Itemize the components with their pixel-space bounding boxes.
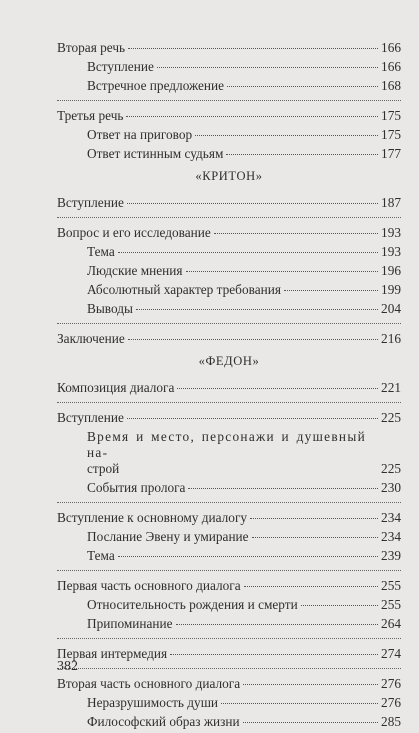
toc-subentry xyxy=(57,429,401,477)
toc-entry-title: Выводы xyxy=(87,301,133,316)
toc-entry xyxy=(57,510,401,526)
toc-entry xyxy=(57,108,401,124)
dotted-separator xyxy=(57,668,401,669)
toc-entry-title: Вступление к основному диалогу xyxy=(57,510,248,525)
dot-leader xyxy=(252,537,378,538)
toc-entry-page: 175 xyxy=(381,108,401,123)
dot-leader xyxy=(177,388,378,389)
toc-entry-title: Ответ на приговор xyxy=(87,127,193,142)
toc-subentry xyxy=(57,529,401,545)
table-of-contents xyxy=(57,40,401,733)
toc-entry-title: Философский образ жизни xyxy=(87,714,240,729)
toc-entry-title: Абсолютный характер требования xyxy=(87,282,281,297)
toc-entry xyxy=(57,195,401,211)
toc-entry-page: 175 xyxy=(381,127,401,142)
toc-entry-page: 234 xyxy=(381,529,401,544)
toc-entry-title: Людские мнения xyxy=(87,263,183,278)
toc-subentry xyxy=(57,263,401,279)
toc-subentry xyxy=(57,282,401,298)
toc-entry-title: Неразрушимость души xyxy=(87,695,219,710)
toc-entry-title: Третья речь xyxy=(57,108,124,123)
toc-entry-page: 166 xyxy=(381,59,401,74)
toc-entry-title: Тема xyxy=(87,548,115,563)
dotted-separator xyxy=(57,323,401,324)
toc-entry-page: 239 xyxy=(381,548,401,563)
dot-leader xyxy=(128,339,378,340)
toc-entry-title: Послание Эвену и умирание xyxy=(87,529,249,544)
toc-entry-page: 230 xyxy=(381,480,401,495)
toc-subentry xyxy=(57,548,401,564)
toc-subentry xyxy=(57,127,401,143)
toc-entry-title: Вторая речь xyxy=(57,40,126,55)
toc-entry-page: 285 xyxy=(381,714,401,729)
toc-entry xyxy=(57,225,401,241)
toc-entry xyxy=(57,331,401,347)
dot-leader xyxy=(301,605,378,606)
dotted-separator xyxy=(57,100,401,101)
toc-entry-title: Встречное предложение xyxy=(87,78,225,93)
dotted-separator xyxy=(57,217,401,218)
dot-leader xyxy=(186,271,379,272)
dot-leader xyxy=(227,86,378,87)
toc-entry xyxy=(57,380,401,396)
toc-entry-page: 199 xyxy=(381,282,401,297)
dot-leader xyxy=(214,233,378,234)
toc-entry-title: Заключение xyxy=(57,331,125,346)
dot-leader xyxy=(221,703,378,704)
toc-entry-page: 166 xyxy=(381,40,401,55)
toc-entry-title-line1: Время и место, персонажи и душевный на- xyxy=(87,429,366,460)
toc-entry-page: 177 xyxy=(381,146,401,161)
dot-leader xyxy=(250,518,378,519)
toc-entry-page: 204 xyxy=(381,301,401,316)
dotted-separator xyxy=(57,502,401,503)
toc-entry-title: Ответ истинным судьям xyxy=(87,146,224,161)
dot-leader xyxy=(127,203,378,204)
dot-leader xyxy=(127,418,378,419)
toc-subentry xyxy=(57,78,401,94)
toc-entry-title-line2: строй xyxy=(87,461,120,476)
dot-leader xyxy=(170,654,378,655)
toc-subentry xyxy=(57,695,401,711)
toc-entry-title xyxy=(87,429,375,477)
toc-entry-title: Относительность рождения и смерти xyxy=(87,597,298,612)
dot-leader xyxy=(243,684,378,685)
toc-entry-page: 276 xyxy=(381,695,401,710)
toc-entry-page: 255 xyxy=(381,578,401,593)
dot-leader xyxy=(176,624,378,625)
toc-subentry xyxy=(57,480,401,496)
page-number: 382 xyxy=(57,659,78,674)
section-heading-crito: «КРИТОН» xyxy=(195,169,263,183)
dot-leader xyxy=(128,48,378,49)
toc-subentry xyxy=(57,244,401,260)
dot-leader xyxy=(188,488,378,489)
toc-entry-title: Тема xyxy=(87,244,115,259)
section-heading-phaedo: «ФЕДОН» xyxy=(198,354,260,368)
dotted-separator xyxy=(57,402,401,403)
toc-entry xyxy=(57,676,401,692)
toc-entry-page: 216 xyxy=(381,331,401,346)
toc-entry-title: Первая часть основного диалога xyxy=(57,578,241,593)
toc-subentry xyxy=(57,146,401,162)
toc-entry-page: 264 xyxy=(381,616,401,631)
toc-entry-page: 225 xyxy=(381,461,401,476)
dot-leader xyxy=(226,154,378,155)
toc-entry-page: 221 xyxy=(381,380,401,395)
toc-subentry xyxy=(57,597,401,613)
dot-leader xyxy=(136,309,378,310)
toc-entry-title: Композиция диалога xyxy=(57,380,175,395)
toc-entry-title: Вступление xyxy=(87,59,154,74)
toc-entry-title: Первая интермедия xyxy=(57,646,168,661)
toc-subentry xyxy=(57,59,401,75)
toc-entry-title: Вопрос и его исследование xyxy=(57,225,211,240)
dot-leader xyxy=(118,252,378,253)
dot-leader xyxy=(284,290,378,291)
toc-entry-title: Вступление xyxy=(57,410,124,425)
toc-entry-title: Вступление xyxy=(57,195,124,210)
toc-entry xyxy=(57,410,401,426)
dot-leader xyxy=(118,556,378,557)
toc-entry-title: Вторая часть основного диалога xyxy=(57,676,241,691)
toc-entry xyxy=(57,578,401,594)
toc-entry-title: Припоминание xyxy=(87,616,173,631)
toc-entry-page: 196 xyxy=(381,263,401,278)
toc-entry-page: 225 xyxy=(381,410,401,425)
toc-subentry xyxy=(57,301,401,317)
dot-leader xyxy=(244,586,378,587)
dotted-separator xyxy=(57,570,401,571)
toc-entry-page: 274 xyxy=(381,646,401,661)
dotted-separator xyxy=(57,638,401,639)
dot-leader xyxy=(126,116,378,117)
toc-entry-page: 193 xyxy=(381,225,401,240)
toc-subentry xyxy=(57,616,401,632)
toc-entry-page: 193 xyxy=(381,244,401,259)
dot-leader xyxy=(157,67,378,68)
toc-entry-page: 234 xyxy=(381,510,401,525)
toc-entry-page: 187 xyxy=(381,195,401,210)
toc-entry-page: 255 xyxy=(381,597,401,612)
toc-entry xyxy=(57,40,401,56)
dot-leader xyxy=(195,135,378,136)
toc-entry-page: 168 xyxy=(381,78,401,93)
toc-entry xyxy=(57,646,401,662)
toc-entry-title: События пролога xyxy=(87,480,186,495)
toc-entry-page: 276 xyxy=(381,676,401,691)
toc-subentry xyxy=(57,714,401,730)
dot-leader xyxy=(243,722,378,723)
